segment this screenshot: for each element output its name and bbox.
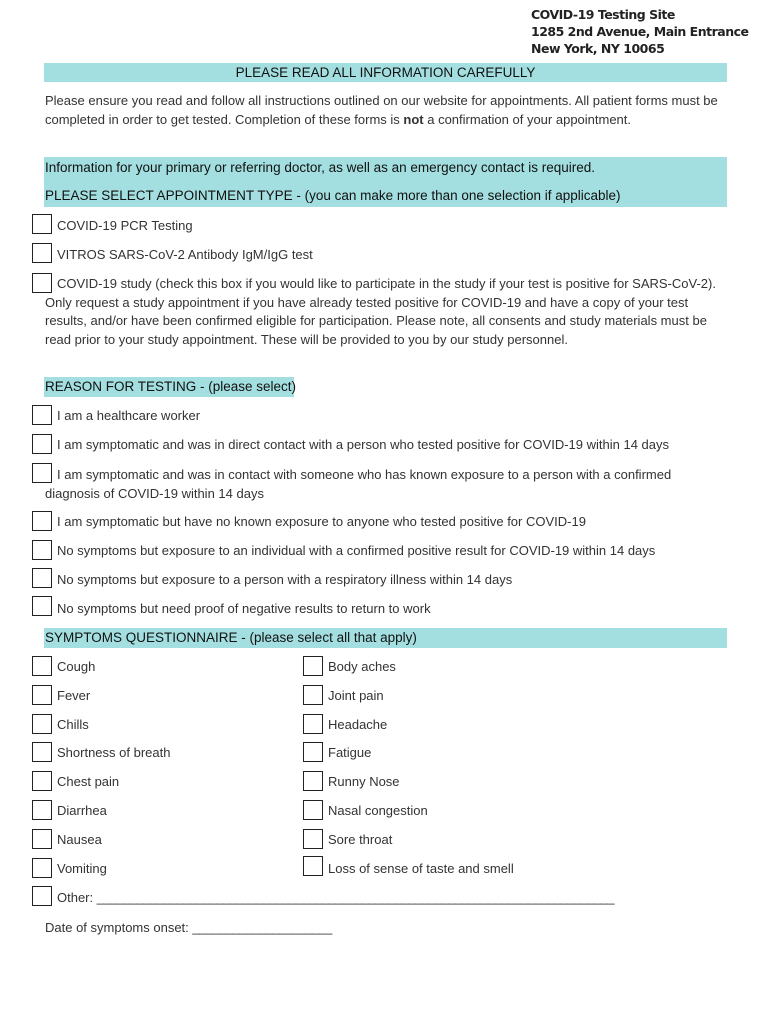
checkbox-reason-confirmed-exposure[interactable] bbox=[32, 540, 52, 560]
label-symptom-shortness-of-breath: Shortness of breath bbox=[57, 745, 171, 760]
checkbox-symptom-nasal-congestion[interactable] bbox=[303, 800, 323, 820]
label-symptom-chills: Chills bbox=[57, 717, 89, 732]
label-symptom-fatigue: Fatigue bbox=[328, 745, 372, 760]
intro-emphasis: not bbox=[403, 111, 424, 127]
reason-banner-title: REASON FOR TESTING - (please select) bbox=[45, 379, 297, 394]
label-antibody-test: VITROS SARS-CoV-2 Antibody IgM/IgG test bbox=[57, 247, 313, 262]
read-carefully-title: PLEASE READ ALL INFORMATION CAREFULLY bbox=[235, 65, 536, 80]
label-symptom-fever: Fever bbox=[57, 688, 91, 703]
checkbox-symptom-cough[interactable] bbox=[32, 656, 52, 676]
checkbox-symptom-runny-nose[interactable] bbox=[303, 771, 323, 791]
checkbox-reason-no-known-exposure[interactable] bbox=[32, 511, 52, 531]
checkbox-symptom-other[interactable] bbox=[32, 886, 52, 906]
label-symptom-body-aches: Body aches bbox=[328, 659, 396, 674]
read-carefully-banner bbox=[44, 63, 727, 82]
checkbox-symptom-sore-throat[interactable] bbox=[303, 829, 323, 849]
checkbox-symptom-headache[interactable] bbox=[303, 714, 323, 734]
label-symptom-joint-pain: Joint pain bbox=[328, 688, 384, 703]
checkbox-symptom-chills[interactable] bbox=[32, 714, 52, 734]
intro-text: Please ensure you read and follow all instructions outlined on our website for appointments. All patient forms must be completed in order to get tested. Completion of these forms is bbox=[45, 93, 718, 127]
label-covid-study: COVID-19 study (check this box if you would like to participate in the study if your test is positive for SARS-CoV-2). Only request a study appointment if you have already tested positive for COVID-19 and have a copy of your test results, and/or have been confirmed eligible for participation. Please note, all consents and study materials must be read prior to your study appointment. These will be provided to you by our study personnel. bbox=[45, 276, 716, 347]
label-reason-direct-contact: I am symptomatic and was in direct contact with a person who tested positive for COVID-19 within 14 days bbox=[57, 437, 669, 452]
onset-row bbox=[45, 920, 332, 935]
checkbox-reason-healthcare-worker[interactable] bbox=[32, 405, 52, 425]
address-line-3: New York, NY 10065 bbox=[531, 41, 665, 56]
checkbox-symptom-fever[interactable] bbox=[32, 685, 52, 705]
checkbox-symptom-joint-pain[interactable] bbox=[303, 685, 323, 705]
label-symptom-runny-nose: Runny Nose bbox=[328, 774, 400, 789]
symptoms-banner-title: SYMPTOMS QUESTIONNAIRE - (please select all that apply) bbox=[45, 630, 417, 645]
checkbox-reason-respiratory-exposure[interactable] bbox=[32, 568, 52, 588]
site-address bbox=[531, 6, 748, 57]
other-row bbox=[57, 890, 614, 905]
label-symptom-cough: Cough bbox=[57, 659, 96, 674]
label-onset-date: Date of symptoms onset: bbox=[45, 920, 189, 935]
address-line-2: 1285 2nd Avenue, Main Entrance bbox=[531, 24, 749, 39]
label-symptom-diarrhea: Diarrhea bbox=[57, 803, 107, 818]
label-symptom-chest-pain: Chest pain bbox=[57, 774, 120, 789]
label-symptom-other: Other: bbox=[57, 890, 94, 905]
checkbox-symptom-body-aches[interactable] bbox=[303, 656, 323, 676]
label-reason-known-exposure: I am symptomatic and was in contact with someone who has known exposure to a person with a confirmed diagnosis of COVID-19 within 14 days bbox=[45, 467, 672, 501]
checkbox-symptom-nausea[interactable] bbox=[32, 829, 52, 849]
label-reason-no-known-exposure: I am symptomatic but have no known exposure to anyone who tested positive for COVID-19 bbox=[57, 514, 586, 529]
checkbox-antibody-test[interactable] bbox=[32, 243, 52, 263]
label-symptom-nasal-congestion: Nasal congestion bbox=[328, 803, 428, 818]
checkbox-reason-return-to-work[interactable] bbox=[32, 596, 52, 616]
checkbox-symptom-diarrhea[interactable] bbox=[32, 800, 52, 820]
checkbox-symptom-shortness-of-breath[interactable] bbox=[32, 742, 52, 762]
checkbox-reason-direct-contact[interactable] bbox=[32, 434, 52, 454]
onset-date-input-line[interactable]: _____________________ bbox=[192, 920, 332, 935]
label-symptom-headache: Headache bbox=[328, 717, 388, 732]
label-symptom-sore-throat: Sore throat bbox=[328, 832, 393, 847]
label-reason-healthcare-worker: I am a healthcare worker bbox=[57, 408, 201, 423]
label-reason-respiratory-exposure: No symptoms but exposure to a person with a respiratory illness within 14 days bbox=[57, 572, 513, 587]
address-line-1: COVID-19 Testing Site bbox=[531, 7, 675, 22]
intro-paragraph bbox=[45, 92, 728, 129]
other-input-line[interactable]: ______________________________________________________________________________ bbox=[96, 890, 614, 905]
label-reason-return-to-work: No symptoms but need proof of negative results to return to work bbox=[57, 601, 431, 616]
checkbox-symptom-chest-pain[interactable] bbox=[32, 771, 52, 791]
label-symptom-loss-of-taste-smell: Loss of sense of taste and smell bbox=[328, 861, 514, 876]
label-pcr-testing: COVID-19 PCR Testing bbox=[57, 218, 193, 233]
label-symptom-nausea: Nausea bbox=[57, 832, 102, 847]
appointment-banner-title: PLEASE SELECT APPOINTMENT TYPE - (you can make more than one selection if applicable) bbox=[45, 188, 621, 203]
checkbox-symptom-fatigue[interactable] bbox=[303, 742, 323, 762]
reason-banner bbox=[44, 377, 297, 397]
intro-text-end: a confirmation of your appointment. bbox=[423, 111, 632, 127]
checkbox-symptom-vomiting[interactable] bbox=[32, 858, 52, 878]
label-reason-confirmed-exposure: No symptoms but exposure to an individual with a confirmed positive result for COVID-19 within 14 days bbox=[57, 543, 656, 558]
label-symptom-vomiting: Vomiting bbox=[57, 861, 107, 876]
checkbox-pcr-testing[interactable] bbox=[32, 214, 52, 234]
symptoms-banner bbox=[44, 628, 727, 648]
appointment-banner bbox=[44, 157, 727, 207]
info-banner-text: Information for your primary or referring doctor, as well as an emergency contact is required. bbox=[45, 160, 595, 175]
checkbox-symptom-loss-of-taste-smell[interactable] bbox=[303, 856, 323, 876]
